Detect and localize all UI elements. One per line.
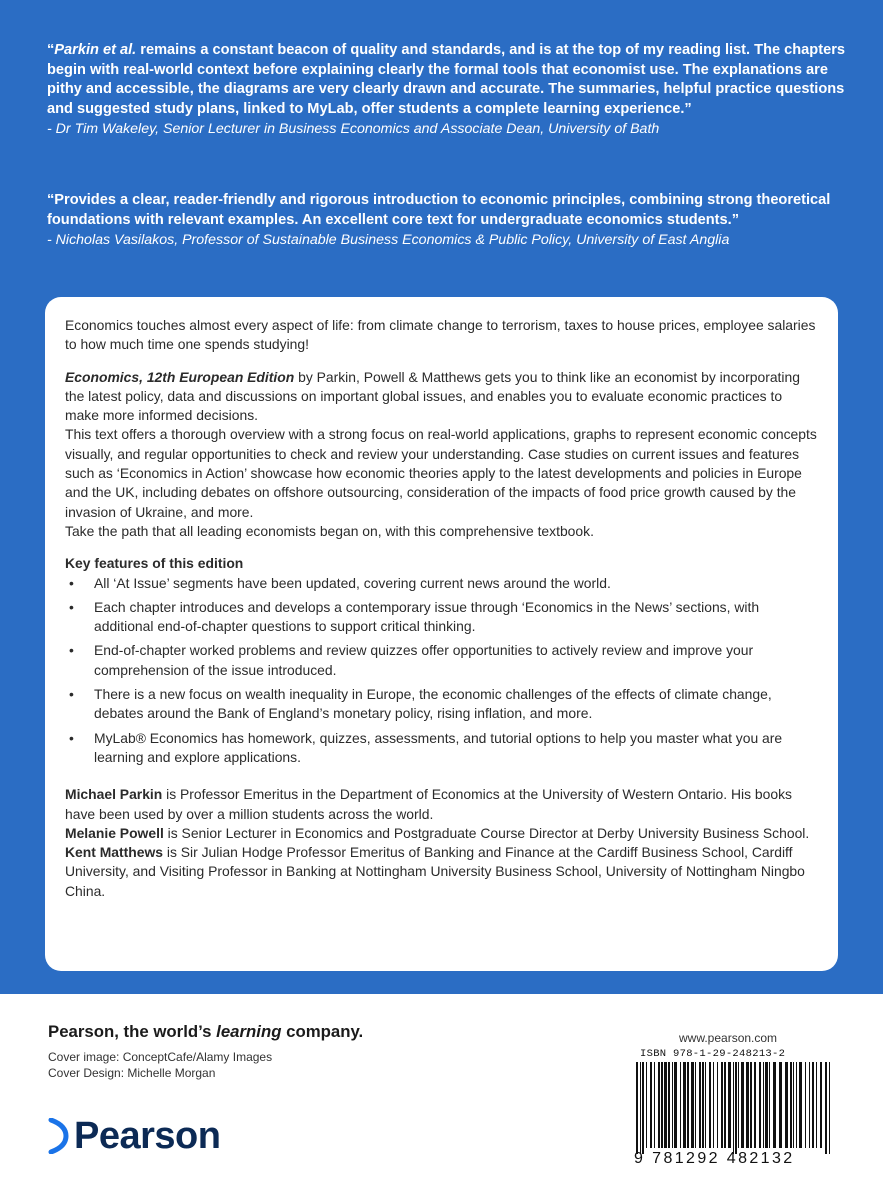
author-bio-text: is Sir Julian Hodge Professor Emeritus of Banking and Finance at the Cardiff Business School, Cardiff University, and Visiting Professor in Banking at Nottingham University Business School, University of Nottingham Ningbo China. [65,844,805,899]
website-url: www.pearson.com [679,1031,778,1045]
list-item-text: There is a new focus on wealth inequality in Europe, the economic challenges of the effects of climate change, debates around the Bank of England’s monetary policy, rising inflation, and more. [94,686,772,722]
list-item-text: All ‘At Issue’ segments have been updated, covering current news around the world. [94,574,611,591]
tagline-text: company. [281,1022,364,1041]
closing-paragraph: Take the path that all leading economists began on, with this comprehensive textbook. [65,522,594,539]
tagline-text: Pearson, the world’s [48,1022,217,1041]
features-heading: Key features of this edition [65,555,244,572]
author-bio-text: is Senior Lecturer in Economics and Postgraduate Course Director at Derby University Business School. [163,824,810,841]
quote-attribution: - Dr Tim Wakeley, Senior Lecturer in Business Economics and Associate Dean, University of Bath [47,121,660,137]
author-name: Kent Matthews [65,844,164,861]
description-card [45,297,838,971]
bullet: • [69,574,74,591]
quote-attribution: - Nicholas Vasilakos, Professor of Sustainable Business Economics & Public Policy, University of East Anglia [47,232,730,248]
list-item [65,685,818,724]
cover-design-credit: Cover Design: Michelle Morgan [48,1066,216,1080]
features-list [65,574,818,768]
list-item [65,598,818,637]
isbn-label: ISBN 978-1-29-248213-2 [640,1048,786,1060]
list-item-text: End-of-chapter worked problems and review quizzes offer opportunities to actively review and improve your comprehension of the issue introduced. [94,642,754,678]
author-name: Michael Parkin [65,786,163,803]
description-text: by Parkin, Powell & Matthews gets you to think like an economist by incorporating the latest policy, data and discussions on important global issues, and enables you to evaluate economic practices to make more informed decisions. [65,368,800,424]
author-bio-matthews [65,843,818,901]
review-quote-2 [47,191,847,250]
publisher-tagline [48,1022,363,1042]
pearson-logo [48,1112,220,1160]
author-bio-text: is Professor Emeritus in the Department of Economics at the University of Western Ontario. His books have been used by over a million students across the world. [65,786,792,822]
pearson-mark-icon [48,1118,70,1154]
author-bio-powell [65,824,818,843]
bullet: • [69,686,74,703]
bullet: • [69,729,74,746]
quote-bold-lead: Parkin et al. [54,42,137,58]
book-description-paragraph [65,368,818,426]
list-item [65,729,818,768]
quote-open-mark: “ [47,42,55,58]
overview-paragraph: This text offers a thorough overview with a strong focus on real-world applications, graphs to represent economic concepts visually, and regular opportunities to check and review your understanding. Case studies on current issues and features such as ‘Economics in Action’ showcase how economic theories apply to the latest developments and policies in Europe and the UK, including debates on offshore outsourcing, consideration of the impacts of food price growth caused by the invasion of Ukraine, and more. [65,426,817,520]
list-item-text: Each chapter introduces and develops a contemporary issue through ‘Economics in the News’ sections, with additional end-of-chapter questions to support critical thinking. [94,598,760,635]
tagline-emphasis: learning [216,1022,282,1041]
cover-image-credit: Cover image: ConceptCafe/Alamy Images [48,1050,273,1064]
quote-text: “Provides a clear, reader-friendly and rigorous introduction to economic principles, combining strong theoretical foundations with relevant examples. An excellent core text for undergraduate economics students.” [47,192,831,228]
quote-text [47,41,847,119]
intro-paragraph: Economics touches almost every aspect of life: from climate change to terrorism, taxes to house prices, employee salaries to how much time one spends studying! [65,317,816,353]
quote-body: remains a constant beacon of quality and standards, and is at the top of my reading list. The chapters begin with real-world context before explaining clearly the formal tools that economist use. The explanations are pithy and accessible, the diagrams are very clearly drawn and accurate. The summaries, helpful practice questions and suggested study plans, linked to MyLab, offer students a complete learning experience.” [47,42,845,117]
author-bio-parkin [65,785,818,824]
bullet: • [69,598,74,615]
author-name: Melanie Powell [65,824,164,841]
list-item [65,574,818,593]
book-title: Economics, 12th European Edition [65,368,295,385]
list-item [65,641,818,680]
list-item-text: MyLab® Economics has homework, quizzes, assessments, and tutorial options to help you master what you are learning and explore applications. [94,729,783,765]
barcode-icon [632,1050,835,1154]
barcode-number: 9 781292 482132 [634,1150,795,1167]
bullet: • [69,642,74,659]
review-quote-1 [47,41,847,139]
pearson-wordmark: Pearson [74,1114,221,1157]
